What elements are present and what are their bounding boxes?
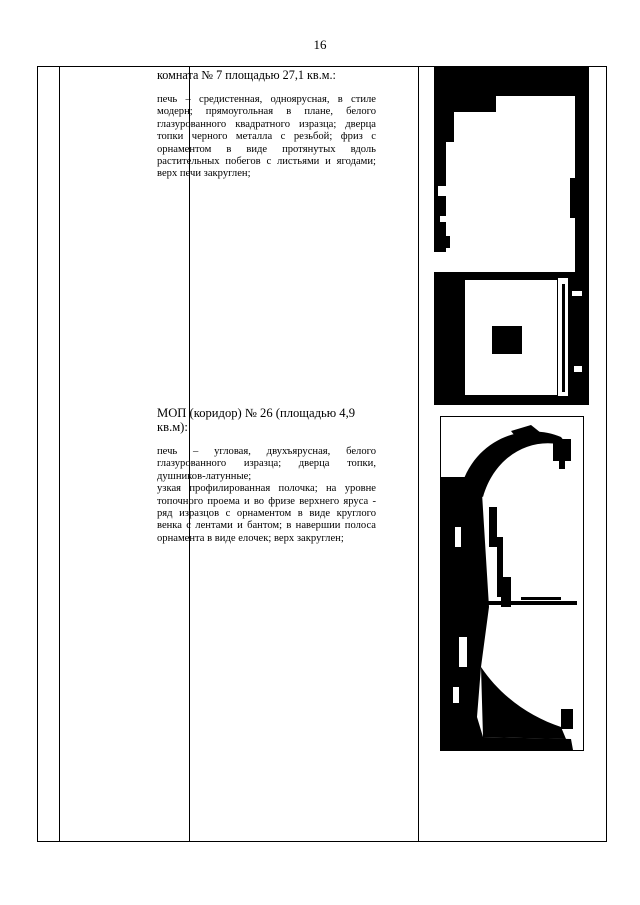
page-number: 16 [313, 37, 327, 52]
column-divider [59, 67, 60, 841]
room-heading: комната № 7 площадью 27,1 кв.м.: [157, 68, 336, 82]
stove-photo [434, 66, 589, 405]
corner-stove-photo [440, 416, 584, 751]
room-description [157, 68, 376, 181]
room-paragraph: печь – средистенная, одноярусная, в стиле модерн; прямоугольная в плане, белого глазурованного квадратного изразца; дверца топки черного металла с резьбой; фриз с орнаментом в виде протянутых вдоль растительных побегов с листьями и ягодами; верх печи закруглен; [157, 94, 376, 180]
room-description [157, 406, 376, 545]
column-divider [418, 67, 419, 841]
room-paragraph: печь – угловая, двухъярусная, белого глазурованного изразца; дверца топки, душников-латунные; [157, 446, 376, 482]
room-paragraph: узкая профилированная полочка; на уровне топочного проема и во фризе верхнего яруса - ряд изразцов с орнаментом в виде круглого венка с лентами и бантом; в навершии полоса орнамента в виде елочек; верх закруглен; [157, 483, 376, 544]
room-heading: МОП (коридор) № 26 (площадью 4,9 кв.м): [157, 406, 356, 434]
